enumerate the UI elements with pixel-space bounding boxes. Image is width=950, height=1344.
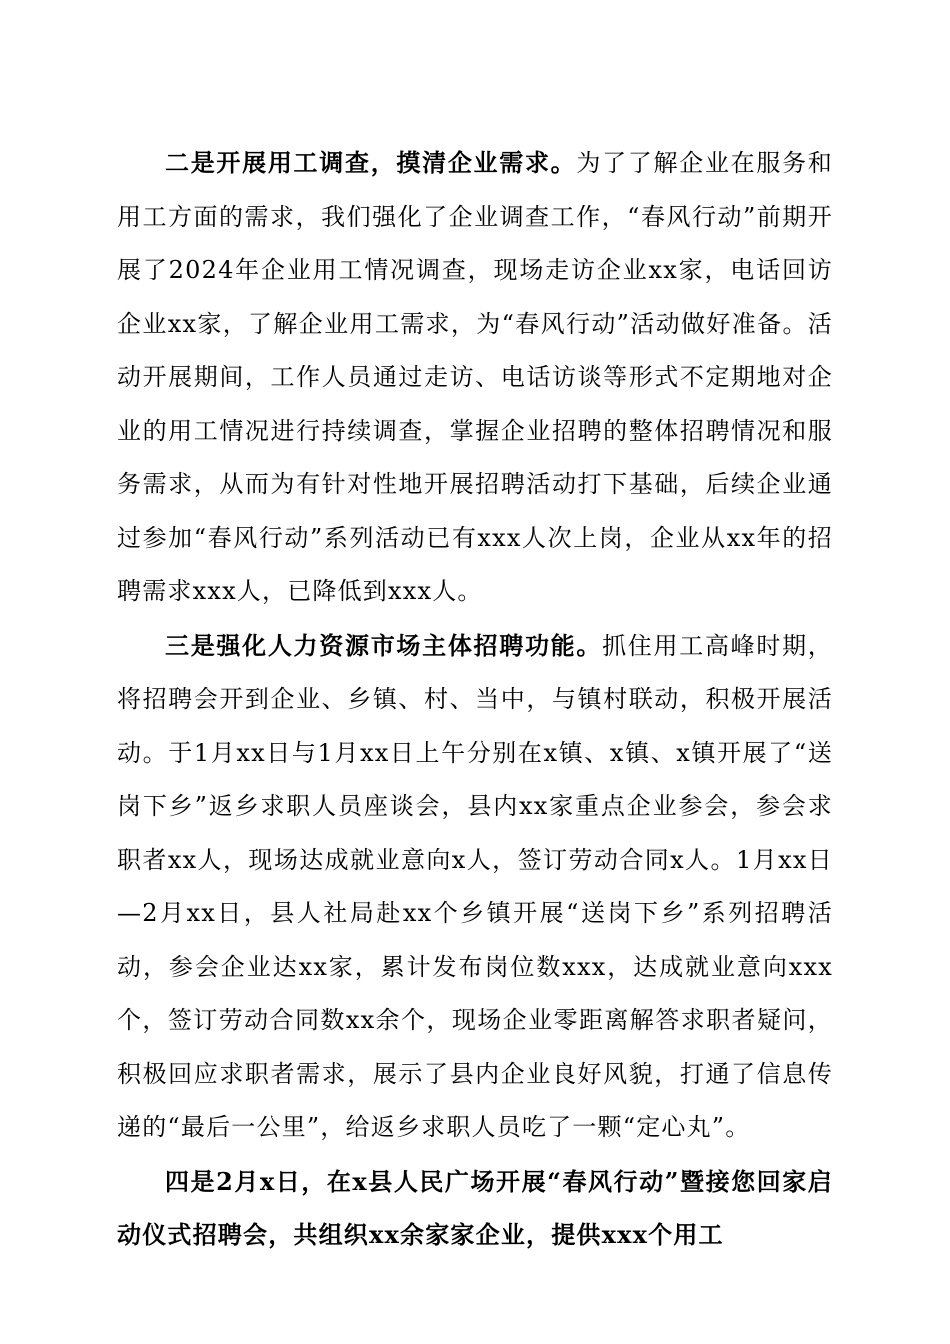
- paragraph-heading: 三是强化人力资源市场主体招聘功能。: [165, 630, 603, 660]
- paragraph-survey: [117, 136, 833, 619]
- paragraph-recruitment: [117, 619, 833, 1155]
- paragraph-text: 抓住用工高峰时期，将招聘会开到企业、乡镇、村、当中，与镇村联动，积极开展活动。于1月xx日与1月xx日上午分别在x镇、x镇、x镇开展了“送岗下乡”返乡求职人员座谈会，县内xx家重点企业参会，参会求职者xx人，现场达成就业意向x人，签订劳动合同x人。1月xx日—2月xx日，县人社局赴xx个乡镇开展“送岗下乡”系列招聘活动，参会企业达xx家，累计发布岗位数xxx，达成就业意向xxx个，签订劳动合同数xx余个，现场企业零距离解答求职者疑问，积极回应求职者需求，展示了县内企业良好风貌，打通了信息传递的“最后一公里”，给返乡求职人员吃了一颗“定心丸”。: [117, 631, 833, 1141]
- paragraph-text: 四是2月x日，在x县人民广场开展“春风行动”暨接您回家启动仪式招聘会，共组织xx余家家企业，提供xxx个用工: [117, 1166, 833, 1249]
- paragraph-launch-event: [117, 1155, 833, 1262]
- document-body: [117, 136, 833, 1262]
- paragraph-heading: 二是开展用工调查，摸清企业需求。: [165, 148, 577, 177]
- paragraph-text: 为了了解企业在服务和用工方面的需求，我们强化了企业调查工作，“春风行动”前期开展了2024年企业用工情况调查，现场走访企业xx家，电话回访企业xx家，了解企业用工需求，为“春风行动”活动做好准备。活动开展期间，工作人员通过走访、电话访谈等形式不定期地对企业的用工情况进行持续调查，掌握企业招聘的整体招聘情况和服务需求，从而为有针对性地开展招聘活动打下基础，后续企业通过参加“春风行动”系列活动已有xxx人次上岗，企业从xx年的招聘需求xxx人，已降低到xxx人。: [117, 149, 833, 605]
